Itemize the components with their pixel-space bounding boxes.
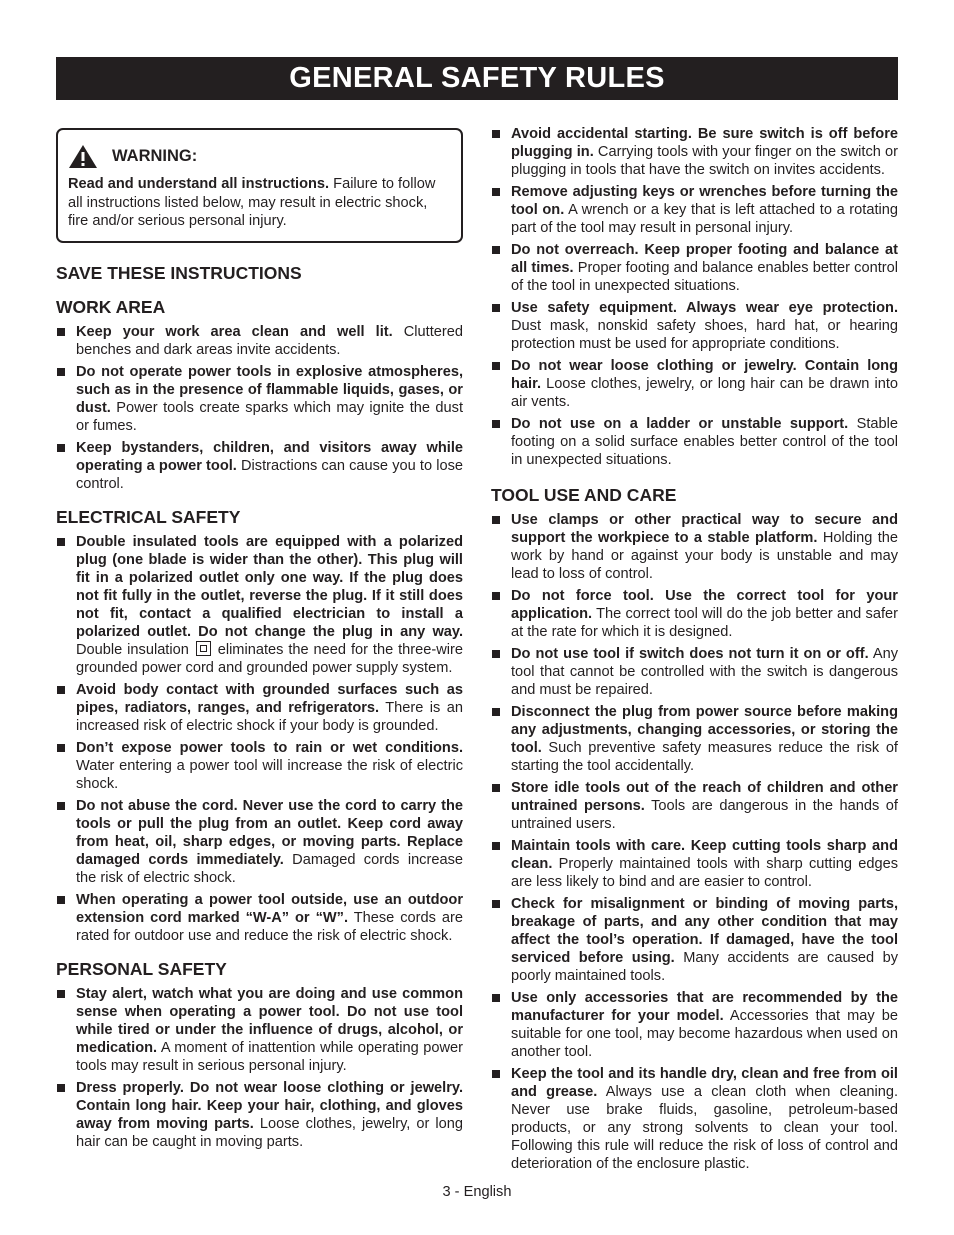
item-bold: Use safety equipment. Always wear eye protection. <box>511 300 898 316</box>
item-text: Any tool that cannot be controlled with the switch is dangerous and must be repaired. <box>511 646 898 698</box>
bullet-square-icon <box>492 420 500 428</box>
bullet-square-icon <box>57 686 65 694</box>
item-bold: Do not abuse the cord. Never use the cord to carry the tools or pull the plug from an outlet. Keep cord away from heat, oil, sharp edges, or moving parts. Replace damaged cords immediately. <box>76 797 463 868</box>
work-area-heading: WORK AREA <box>56 296 166 317</box>
right-column <box>491 125 898 1177</box>
warning-rest: Failure to follow all instructions listed below, may result in electric shock, fire and/or serious personal injury. <box>68 176 436 229</box>
item-text: Loose clothes, jewelry, or long hair can be caught in moving parts. <box>76 1115 463 1150</box>
list-item <box>491 703 898 775</box>
item-bold: Don’t expose power tools to rain or wet conditions. <box>76 739 463 756</box>
bullet-square-icon <box>492 516 500 524</box>
list-item <box>491 125 898 179</box>
bullet-square-icon <box>492 130 500 138</box>
bullet-square-icon <box>492 362 500 370</box>
bullet-square-icon <box>57 368 65 376</box>
bullet-square-icon <box>492 1070 500 1078</box>
item-text: Such preventive safety measures reduce the risk of starting the tool accidentally. <box>511 740 898 774</box>
bullet-square-icon <box>492 708 500 716</box>
item-text: Cluttered benches and dark areas invite accidents. <box>76 323 463 358</box>
item-bold: Stay alert, watch what you are doing and use common sense when operating a power tool. Do not use tool while tired or under the influence of drugs, alcohol, or medication. <box>76 985 463 1056</box>
list-item <box>56 891 463 945</box>
item-bold: Avoid accidental starting. Be sure switch is off before plugging in. <box>511 126 898 160</box>
item-text: Dust mask, nonskid safety shoes, hard hat, or hearing protection must be used for appropriate conditions. <box>511 318 898 352</box>
item-text: These cords are rated for outdoor use and reduce the risk of electric shock. <box>76 909 463 944</box>
personal-safety-heading: PERSONAL SAFETY <box>56 958 227 979</box>
list-item <box>56 681 463 735</box>
warning-bold: Read and understand all instructions. <box>68 176 330 192</box>
item-bold: When operating a power tool outside, use an outdoor extension cord marked “W-A” or “W”. <box>76 891 463 926</box>
list-item <box>56 533 463 677</box>
item-text: A moment of inattention while operating power tools may result in serious personal injury. <box>76 1039 463 1074</box>
item-text: Proper footing and balance enables better control of the tool in unexpected situations. <box>511 260 898 294</box>
item-text: Stable footing on a solid surface enables better control of the tool in unexpected situations. <box>511 416 899 468</box>
item-text: Always use a clean cloth when cleaning. Never use brake fluids, gasoline, petroleum-based products, or any strong solvents to clean your tool. Following this rule will reduce the risk of loss of control and deterioration of the enclosure plastic. <box>511 1084 898 1172</box>
bullet-square-icon <box>492 784 500 792</box>
warning-label: WARNING: <box>112 147 198 165</box>
personal-safety-list <box>56 985 463 1151</box>
item-text: Double insulation <box>76 641 189 658</box>
list-item <box>491 241 898 295</box>
list-item <box>56 739 463 793</box>
save-instructions-heading: SAVE THESE INSTRUCTIONS <box>56 262 302 283</box>
item-text: Many accidents are caused by poorly maintained tools. <box>511 950 898 984</box>
item-text: Loose clothes, jewelry, or long hair can be drawn into air vents. <box>511 376 898 410</box>
page-title: GENERAL SAFETY RULES <box>56 57 898 100</box>
item-bold: Do not use tool if switch does not turn it on or off. <box>511 646 869 662</box>
item-bold: Maintain tools with care. Keep cutting tools sharp and clean. <box>511 838 898 872</box>
bullet-square-icon <box>492 188 500 196</box>
list-item <box>491 587 898 641</box>
warning-box <box>56 128 463 243</box>
item-text: Properly maintained tools with sharp cutting edges are less likely to bind and are easier to control. <box>511 856 898 890</box>
warning-text <box>68 175 451 231</box>
item-bold: Do not overreach. Keep proper footing and balance at all times. <box>511 242 898 276</box>
item-text: Damaged cords increase the risk of electric shock. <box>76 851 463 886</box>
bullet-square-icon <box>57 444 65 452</box>
item-text: eliminates the need for the three-wire grounded power cord and grounded power supply system. <box>76 641 463 676</box>
item-bold: Dress properly. Do not wear loose clothing or jewelry. Contain long hair. Keep your hair, clothing, and gloves away from moving parts. <box>76 1079 463 1132</box>
bullet-square-icon <box>57 1084 65 1092</box>
item-text: Carrying tools with your finger on the switch or plugging in tools that have the switch on invites accidents. <box>511 144 898 178</box>
list-item <box>491 299 898 353</box>
bullet-square-icon <box>492 592 500 600</box>
item-bold: Remove adjusting keys or wrenches before turning the tool on. <box>511 184 898 218</box>
item-bold: Use only accessories that are recommended by the manufacturer for your model. <box>511 990 898 1024</box>
item-bold: Do not wear loose clothing or jewelry. Contain long hair. <box>511 358 898 392</box>
bullet-square-icon <box>492 650 500 658</box>
bullet-square-icon <box>57 802 65 810</box>
electrical-safety-heading: ELECTRICAL SAFETY <box>56 506 241 527</box>
personal-safety-continued-list <box>491 125 898 469</box>
item-text: Accessories that may be suitable for one tool, may become hazardous when used on another tool. <box>511 1008 898 1060</box>
list-item <box>56 323 463 359</box>
list-item <box>491 1065 898 1173</box>
left-column <box>56 128 463 1155</box>
item-bold: Do not use on a ladder or unstable support. <box>511 416 849 432</box>
electrical-safety-list <box>56 533 463 945</box>
warning-heading <box>68 144 451 169</box>
item-bold: Avoid body contact with grounded surfaces such as pipes, radiators, ranges, and refrigerators. <box>76 681 463 716</box>
list-item <box>56 985 463 1075</box>
item-text: There is an increased risk of electric shock if your body is grounded. <box>76 699 464 734</box>
item-bold: Check for misalignment or binding of moving parts, breakage of parts, and any other condition that may affect the tool’s operation. If damaged, have the tool serviced before using. <box>511 896 898 966</box>
item-text: Water entering a power tool will increase the risk of electric shock. <box>76 757 463 792</box>
item-text: Distractions can cause you to lose control. <box>76 457 463 492</box>
item-bold: Do not operate power tools in explosive atmospheres, such as in the presence of flammable liquids, gases, or dust. <box>76 363 463 416</box>
item-text: A wrench or a key that is left attached to a rotating part of the tool may result in personal injury. <box>511 202 898 236</box>
list-item <box>491 415 898 469</box>
list-item <box>491 837 898 891</box>
list-item <box>56 439 463 493</box>
item-bold: Double insulated tools are equipped with a polarized plug (one blade is wider than the other). This plug will fit in a polarized outlet only one way. If the plug does not fit fully in the outlet, reverse the plug. If it still does not fit, contact a qualified electrician to install a polarized outlet. Do not change the plug in any way. <box>76 533 463 640</box>
item-bold: Store idle tools out of the reach of children and other untrained persons. <box>511 780 898 814</box>
list-item <box>56 363 463 435</box>
item-bold: Keep bystanders, children, and visitors away while operating a power tool. <box>76 439 463 474</box>
list-item <box>491 989 898 1061</box>
page-footer: 3 - English <box>442 1184 512 1200</box>
bullet-square-icon <box>492 246 500 254</box>
item-bold: Keep your work area clean and well lit. <box>76 323 393 340</box>
list-item <box>56 1079 463 1151</box>
list-item <box>491 511 898 583</box>
tool-use-list <box>491 511 898 1173</box>
bullet-square-icon <box>57 744 65 752</box>
list-item <box>491 779 898 833</box>
bullet-square-icon <box>57 990 65 998</box>
work-area-list <box>56 323 463 493</box>
bullet-square-icon <box>492 842 500 850</box>
item-bold: Do not force tool. Use the correct tool for your application. <box>511 588 898 622</box>
bullet-square-icon <box>492 304 500 312</box>
item-text: Holding the work by hand or against your body is unstable and may lead to loss of control. <box>511 530 898 582</box>
item-bold: Disconnect the plug from power source before making any adjustments, changing accessories, or storing the tool. <box>511 704 898 756</box>
list-item <box>491 357 898 411</box>
bullet-square-icon <box>57 896 65 904</box>
bullet-square-icon <box>492 900 500 908</box>
item-bold: Keep the tool and its handle dry, clean and free from oil and grease. <box>511 1066 898 1100</box>
bullet-square-icon <box>57 328 65 336</box>
list-item <box>56 797 463 887</box>
warning-triangle-icon <box>68 144 98 169</box>
list-item <box>491 645 898 699</box>
list-item <box>491 183 898 237</box>
double-insulation-icon <box>196 641 211 656</box>
item-text: Power tools create sparks which may ignite the dust or fumes. <box>76 399 463 434</box>
list-item <box>491 895 898 985</box>
bullet-square-icon <box>492 994 500 1002</box>
item-text: Tools are dangerous in the hands of untrained users. <box>511 798 898 832</box>
item-text: The correct tool will do the job better and safer at the rate for which it is designed. <box>511 606 898 640</box>
bullet-square-icon <box>57 538 65 546</box>
tool-use-heading: TOOL USE AND CARE <box>491 485 677 505</box>
item-bold: Use clamps or other practical way to secure and support the workpiece to a stable platform. <box>511 512 898 546</box>
